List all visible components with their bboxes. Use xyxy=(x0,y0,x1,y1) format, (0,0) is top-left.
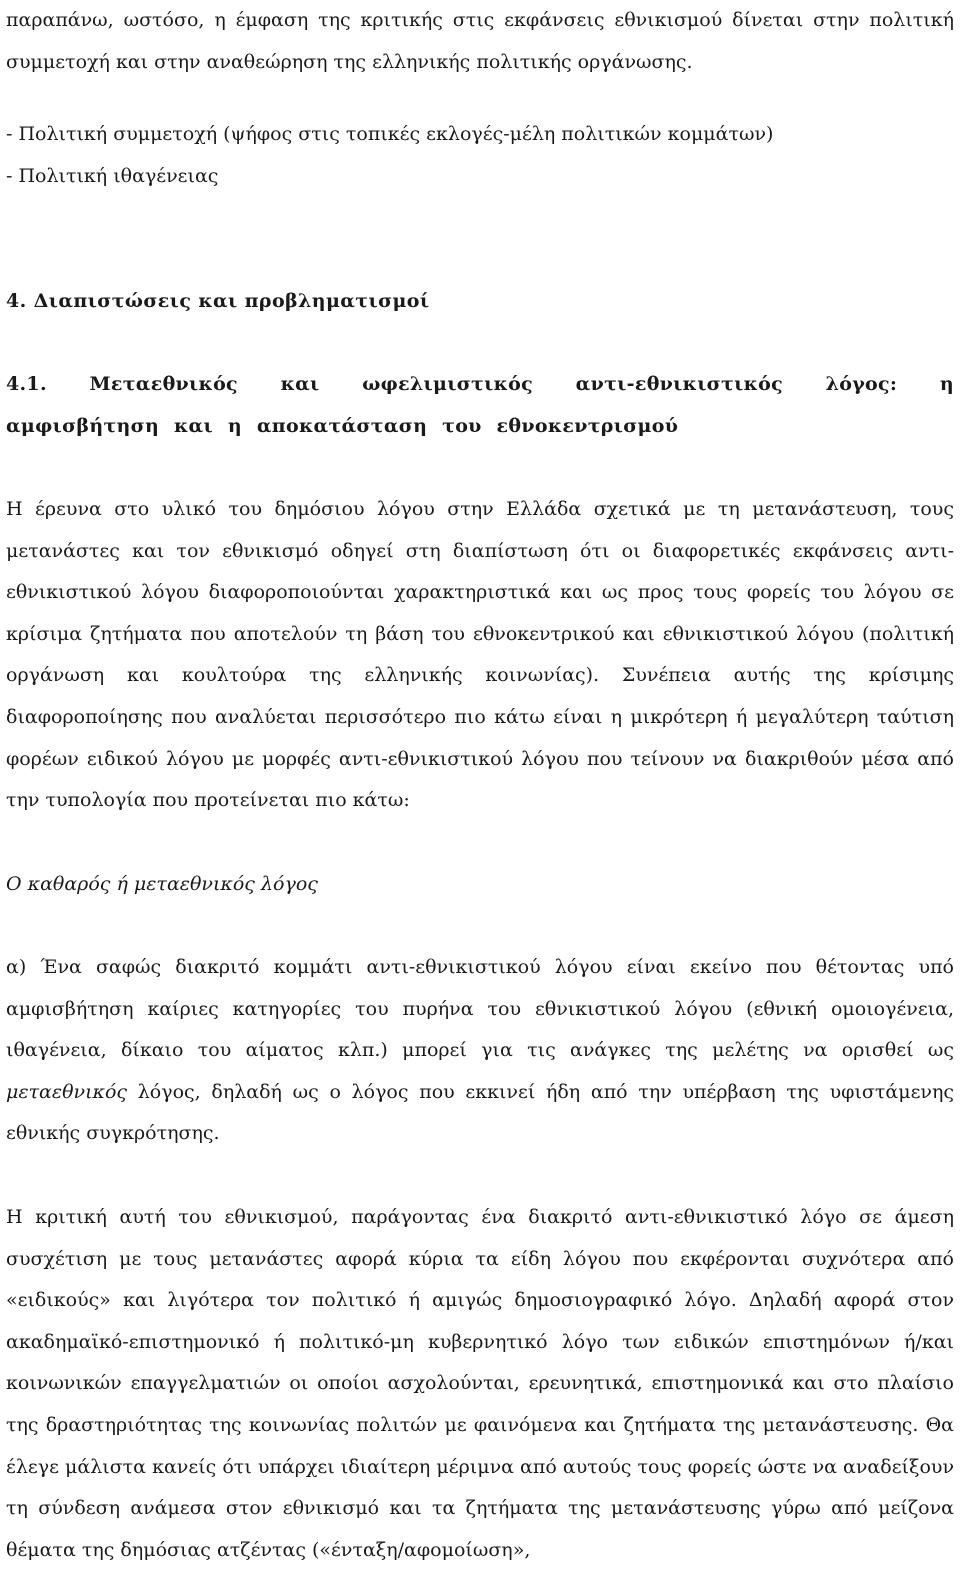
paragraph-critique-of-nationalism: Η κριτική αυτή του εθνικισμού, παράγοντας ένα διακριτό αντι-εθνικιστικό λόγο σε άμεση συσχέτιση με τους μετανάστες αφορά κύρια τα είδη λόγου που εκφέρονται συχνότερα από «ειδικούς» και λιγότερα τον πολιτικό ή αμιγώς δημοσιογραφικό λόγο. Δηλαδή αφορά στον ακαδημαϊκό-επιστημονικό ή πολιτικό-μη κυβερνητικό λόγο των ειδικών επιστημόνων ή/και κοινωνικών επαγγελματιών οι οποίοι ασχολούνται, ερευνητικά, επιστημονικά και στο πλαίσιο της δραστηριότητας της κοινωνίας πολιτών με φαινόμενα και ζητήματα της μετανάστευσης. Θα έλεγε μάλιστα κανείς ότι υπάρχει ιδιαίτερη μέριμνα από αυτούς τους φορείς ώστε να αναδείξουν τη σύνδεση ανάμεσα στον εθνικισμό και τα ζητήματα της μετανάστευσης γύρω από μείζονα θέματα της δημόσιας ατζέντας («ένταξη/αφομοίωση», xyxy=(6,1206,954,1561)
subsection-heading: Ο καθαρός ή μεταεθνικός λόγος xyxy=(6,873,318,895)
emphasis-term: μεταεθνικός xyxy=(6,1080,128,1103)
paragraph-text-part2: λόγος, δηλαδή ως ο λόγος που εκκινεί ήδη από την υπέρβαση της υφιστάμενης εθνικής συγκρότησης. xyxy=(6,1080,954,1145)
list-item-political-participation: - Πολιτική συμμετοχή (ψήφος στις τοπικές εκλογές-μέλη πολιτικών κομμάτων) xyxy=(6,123,774,145)
paragraph-postnational-discourse xyxy=(6,947,954,1155)
section-heading-4: 4. Διαπιστώσεις και προβληματισμοί xyxy=(6,290,430,312)
paragraph-research-findings: Η έρευνα στο υλικό του δημόσιου λόγου στην Ελλάδα σχετικά με τη μετανάστευση, τους μετανάστες και τον εθνικισμό οδηγεί στη διαπίστωση ότι οι διαφορετικές εκφάνσεις αντι-εθνικιστικού λόγου διαφοροποιούνται χαρακτηριστικά και ως προς τους φορείς του λόγου σε κρίσιμα ζητήματα που αποτελούν τη βάση του εθνοκεντρικού και εθνικιστικού λόγου (πολιτική οργάνωση και κουλτούρα της ελληνικής κοινωνίας). Συνέπεια αυτής της κρίσιμης διαφοροποίησης που αναλύεται περισσότερο πιο κάτω είναι η μικρότερη ή μεγαλύτερη ταύτιση φορέων ειδικού λόγου με μορφές αντι-εθνικιστικού λόγου που τείνουν να διακριθούν μέσα από την τυπολογία που προτείνεται πιο κάτω: xyxy=(6,498,954,812)
list-item-citizenship-policy: - Πολιτική ιθαγένειας xyxy=(6,165,219,187)
paragraph-text-part1: α) Ένα σαφώς διακριτό κομμάτι αντι-εθνικιστικού λόγου είναι εκείνο που θέτοντας υπό αμφισβήτηση καίριες κατηγορίες του πυρήνα του εθνικιστικού λόγου (εθνική ομοιογένεια, ιθαγένεια, δίκαιο του αίματος κλπ.) μπορεί για τις ανάγκες της μελέτης να ορισθεί ως xyxy=(6,956,954,1062)
section-heading-4-1: 4.1. Μεταεθνικός και ωφελιμιστικός αντι-εθνικιστικός λόγος: η αμφισβήτηση και η αποκατάσταση του εθνοκεντρισμού xyxy=(6,373,954,437)
intro-paragraph: παραπάνω, ωστόσο, η έμφαση της κριτικής στις εκφάνσεις εθνικισμού δίνεται στην πολιτική συμμετοχή και στην αναθεώρηση της ελληνικής πολιτικής οργάνωσης. xyxy=(6,9,954,73)
